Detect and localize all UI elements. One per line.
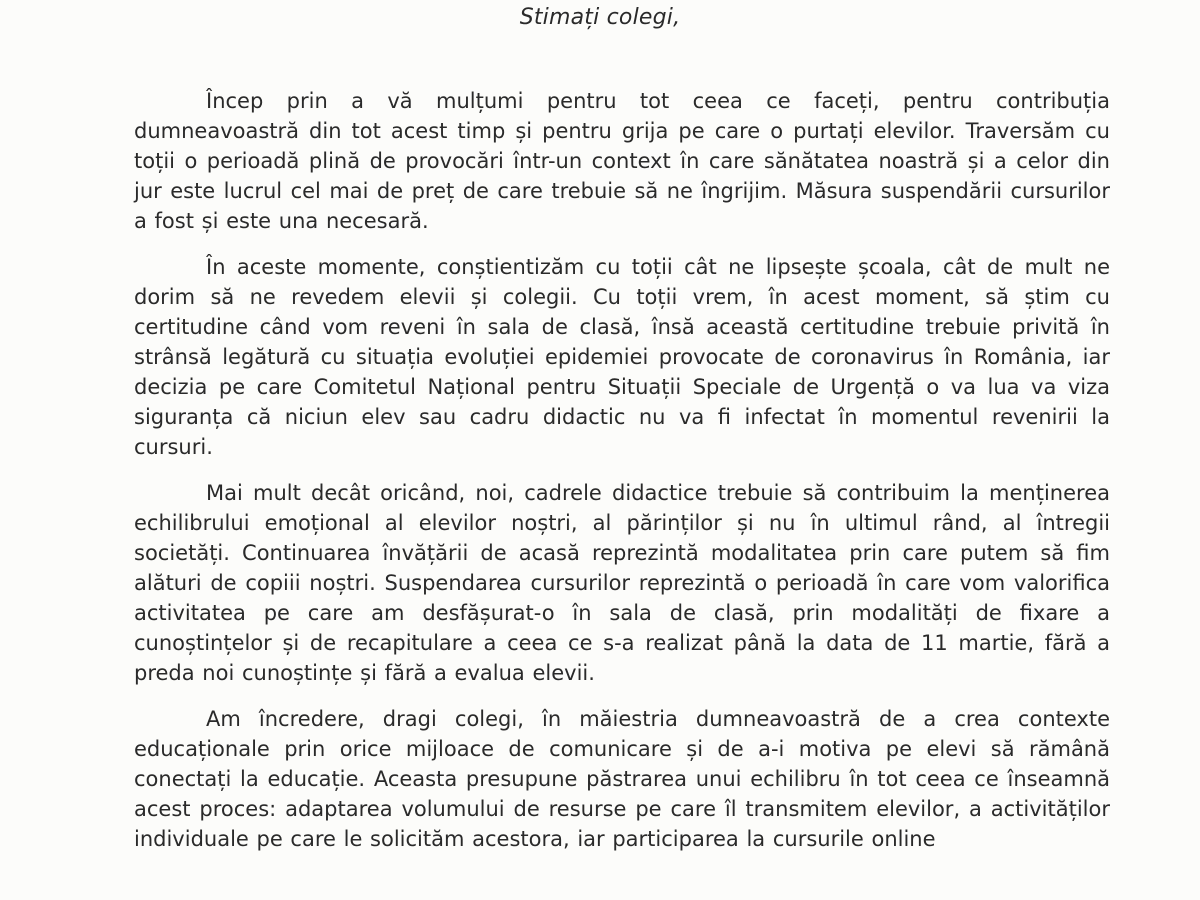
- salutation: Stimați colegi,: [519, 5, 681, 30]
- paragraph-3: Mai mult decât oricând, noi, cadrele didactice trebuie să contribuim la menținerea echilibrului emoțional al elevilor noștri, al părinților și nu în ultimul rând, al întregii societăți. Continuarea învățării de acasă reprezintă modalitatea prin care putem să fim alături de copiii noștri. Suspendarea cursurilor reprezintă o perioadă în care vom valorifica activitatea pe care am desfășurat-o în sala de clasă, prin modalități de fixare a cunoștințelor și de recapitulare a ceea ce s-a realizat până la data de 11 martie, fără a preda noi cunoștințe și fără a evalua elevii.: [134, 481, 1110, 685]
- paragraph-4: Am încredere, dragi colegi, în măiestria dumneavoastră de a crea contexte educaționale prin orice mijloace de comunicare și de a-i motiva pe elevi să rămână conectați la educație. Aceasta presupune păstrarea unui echilibru în tot ceea ce înseamnă acest proces: adaptarea volumului de resurse pe care îl transmitem elevilor, a activităților individuale pe care le solicităm acestora, iar participarea la cursurile online: [134, 707, 1110, 851]
- letter-body: [134, 86, 1110, 854]
- paragraph-1: Încep prin a vă mulțumi pentru tot ceea ce faceți, pentru contribuția dumneavoastră din tot acest timp și pentru grija pe care o purtați elevilor. Traversăm cu toții o perioadă plină de provocări într-un context în care sănătatea noastră și a celor din jur este lucrul cel mai de preț de care trebuie să ne îngrijim. Măsura suspendării cursurilor a fost și este una necesară.: [134, 89, 1110, 233]
- paragraph-2: În aceste momente, conștientizăm cu toții cât ne lipsește școala, cât de mult ne dorim să ne revedem elevii și colegii. Cu toții vrem, în acest moment, să știm cu certitudine când vom reveni în sala de clasă, însă această certitudine trebuie privită în strânsă legătură cu situația evoluției epidemiei provocate de coronavirus în România, iar decizia pe care Comitetul Național pentru Situații Speciale de Urgență o va lua va viza siguranța că niciun elev sau cadru didactic nu va fi infectat în momentul revenirii la cursuri.: [134, 255, 1110, 459]
